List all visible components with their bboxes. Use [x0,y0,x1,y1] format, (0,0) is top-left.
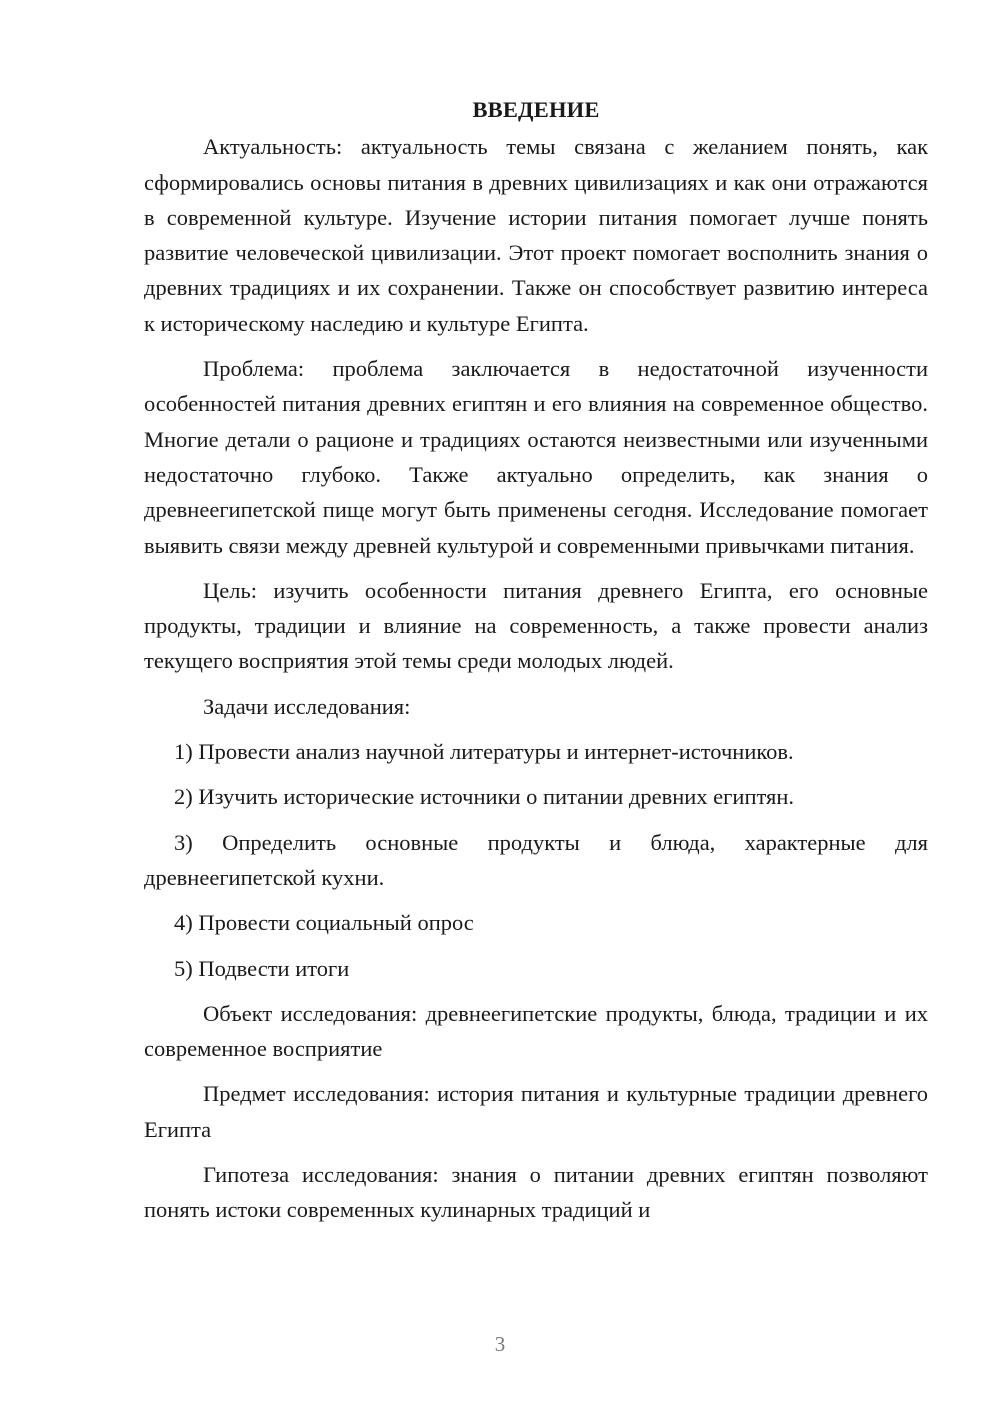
problem-paragraph: Проблема: проблема заключается в недостаточной изученности особенностей питания древних египтян и его влияния на современное общество. Многие детали о рационе и традициях остаются неизвестными или изученными недостаточно глубоко. Также актуально определить, как знания о древнеегипетской пище могут быть применены сегодня. Исследование помогает выявить связи между древней культурой и современными привычками питания. [144,356,928,558]
task-item: 3) Определить основные продукты и блюда, характерные для древнеегипетской кухни. [144,829,928,890]
document-page [144,92,928,1238]
object-paragraph: Объект исследования: древнеегипетские продукты, блюда, традиции и их современное восприятие [144,1000,928,1062]
section-title: ВВЕДЕНИЕ [472,97,600,122]
task-item: 4) Провести социальный опрос [174,910,474,936]
task-item: 2) Изучить исторические источники о питании древних египтян. [174,784,795,810]
task-item: 5) Подвести итоги [174,955,350,981]
page-number: 3 [494,1332,506,1356]
relevance-paragraph: Актуальность: актуальность темы связана с желанием понять, как сформировались основы питания в древних цивилизациях и как они отражаются в современной культуре. Изучение истории питания помогает лучше понять развитие человеческой цивилизации. Этот проект помогает восполнить знания о древних традициях и их сохранении. Также он способствует развитию интереса к историческому наследию и культуре Египта. [144,134,928,336]
hypothesis-paragraph: Гипотеза исследования: знания о питании древних египтян позволяют понять истоки современных кулинарных традиций и [144,1162,928,1223]
subject-paragraph: Предмет исследования: история питания и культурные традиции древнего Египта [144,1081,928,1142]
goal-paragraph: Цель: изучить особенности питания древнего Египта, его основные продукты, традиции и влияние на современность, а также провести анализ текущего восприятия этой темы среди молодых людей. [144,577,928,674]
tasks-heading: Задачи исследования: [203,693,411,719]
task-item: 1) Провести анализ научной литературы и интернет-источников. [174,739,794,765]
